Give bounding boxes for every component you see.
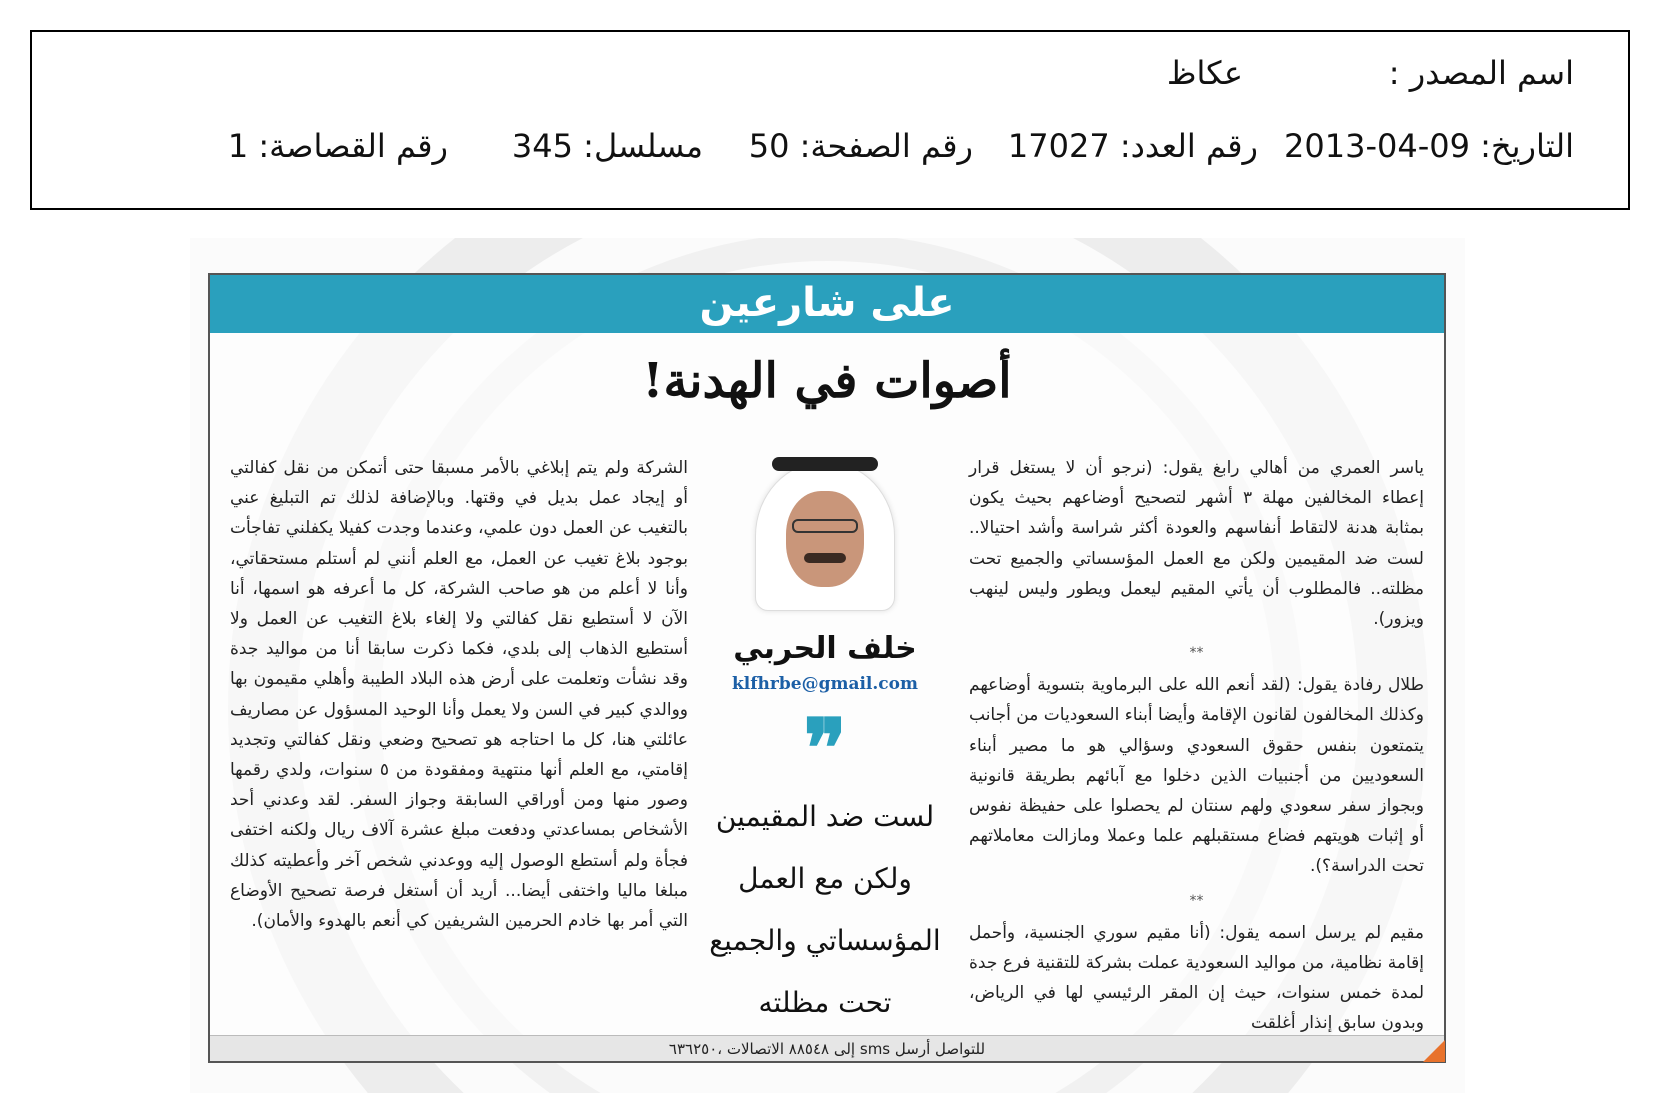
article-column-left [230,453,688,946]
page-field [749,127,973,165]
author-block [700,453,950,1034]
newspaper-clipping [190,238,1465,1093]
paragraph: ياسر العمري من أهالي رابغ يقول: (نرجو أن لا يستغل قرار إعطاء المخالفين مهلة ٣ أشهر لتصحيح أوضاعهم بحيث يكون بمثابة هدنة لالتقاط أنفاسهم والعودة أكثر شراسة وأشد احتيالا.. لست ضد المقيمين ولكن مع العمل المؤسساتي والجميع تحت مظلته.. فالمطلوب أن يأتي المقيم ليعمل ويطور وليس لينهب ويزور). [969,458,1424,630]
separator: ** [1189,645,1204,662]
article-headline: أصوات في الهدنة! [642,353,1012,409]
issue-field [1008,127,1258,165]
date-value: 2013-04-09 [1284,127,1470,165]
issue-label: رقم العدد: [1119,127,1258,165]
article-frame [208,273,1446,1063]
quote-icon: ❞ [803,701,847,795]
clip-field [228,127,448,165]
clip-label: رقم القصاصة: [258,127,448,165]
pull-quote-line: لست ضد المقيمين [715,800,935,833]
date-label: التاريخ: [1480,127,1574,165]
author-name: خلف الحربي [733,631,917,666]
page-label: رقم الصفحة: [799,127,973,165]
source-value: عكاظ [1166,54,1243,92]
source-info-box [30,30,1630,210]
contact-footer: للتواصل أرسل sms إلى ٨٨٥٤٨ الاتصالات ،٦٣٦٢٥٠ [210,1035,1444,1061]
date-field [1284,127,1574,165]
corner-marker [1423,1040,1445,1062]
article-column-right [969,453,1424,1048]
author-email: klfhrbe@gmail.com [732,674,918,694]
issue-value: 17027 [1007,127,1110,165]
separator: ** [1189,892,1204,909]
pull-quote-line: ولكن مع العمل [738,862,912,895]
pull-quote-line: المؤسساتي والجميع [709,924,941,957]
paragraph: الشركة ولم يتم إبلاغي بالأمر مسبقا حتى أتمكن من نقل كفالتي أو إيجاد عمل بديل في وقتها. وبالإضافة لذلك تم التبليغ عني بالتغيب عن العمل دون علمي، وعندما وجدت كفيلا يكفلني تفاجأت بوجود بلاغ تغيب عن العمل، مع العلم أنني لم أستلم مستحقاتي، وأنا لا أعلم من هو صاحب الشركة، كل ما أعرفه هو اسمها، أنا الآن لا أستطيع نقل كفالتي ولا إلغاء بلاغ التغيب عن العمل ولا أستطيع الذهاب إلى بلدي، فكما ذكرت سابقا أنا من مواليد جدة وقد نشأت وتعلمت على أرض هذه البلاد الطيبة وأهلي مقيمون بها ووالدي كبير في السن ولا يعمل وأنا الوحيد المسؤول عن مصاريف عائلتي هنا، كل ما احتاجه هو تصحيح وضعي ونقل كفالتي وتجديد إقامتي، مع العلم أنها منتهية ومفقودة من ٥ سنوات، ولدي رقمها وصور منها ومن أوراقي السابقة وجواز السفر. لقد وعدني أحد الأشخاص بمساعدتي ودفعت مبلغ عشرة آلاف ريال ولكنه اختفى فجأة ولم أستطع الوصول إليه ووعدني شخص آخر وأعطيته كذلك مبلغا ماليا واختفى أيضا... أريد أن أستغل فرصة تصحيح الأوضاع التي أمر بها خادم الحرمين الشريفين كي أنعم بالهدوء والأمان). [230,458,689,932]
pull-quote [700,786,950,1034]
pull-quote-line: تحت مظلته [758,986,892,1019]
serial-label: مسلسل: [583,127,703,165]
page-value: 50 [748,127,790,165]
column-banner: على شارعين [210,275,1444,333]
author-photo [740,453,910,613]
paragraph: مقيم لم يرسل اسمه يقول: (أنا مقيم سوري الجنسية، وأحمل إقامة نظامية، من مواليد السعودية عملت بشركة للتقنية فرع جدة لمدة خمس سنوات، حيث إن المقر الرئيسي لها في الرياض، وبدون سابق إنذار أغلقت [969,922,1424,1034]
source-label: اسم المصدر : [1388,54,1574,92]
serial-value: 345 [511,127,573,165]
paragraph: طلال رفادة يقول: (لقد أنعم الله على البرماوية بتسوية أوضاعهم وكذلك المخالفون لقانون الإقامة وأيضا أبناء السعوديات من أجانب يتمتعون بنفس حقوق السعودي وسؤالي هو ما مصير أبناء السعوديين من أجنبيات الذين دخلوا مع آبائهم بطريقة قانونية وبجواز سفر سعودي ولهم سنتان لم يحصلوا على حفيظة نفوس أو إثبات هويتهم فضاع مستقبلهم علما وعملا ومازالت معاملاتهم تحت الدراسة؟). [969,675,1424,877]
clip-value: 1 [227,127,249,165]
serial-field [512,127,703,165]
